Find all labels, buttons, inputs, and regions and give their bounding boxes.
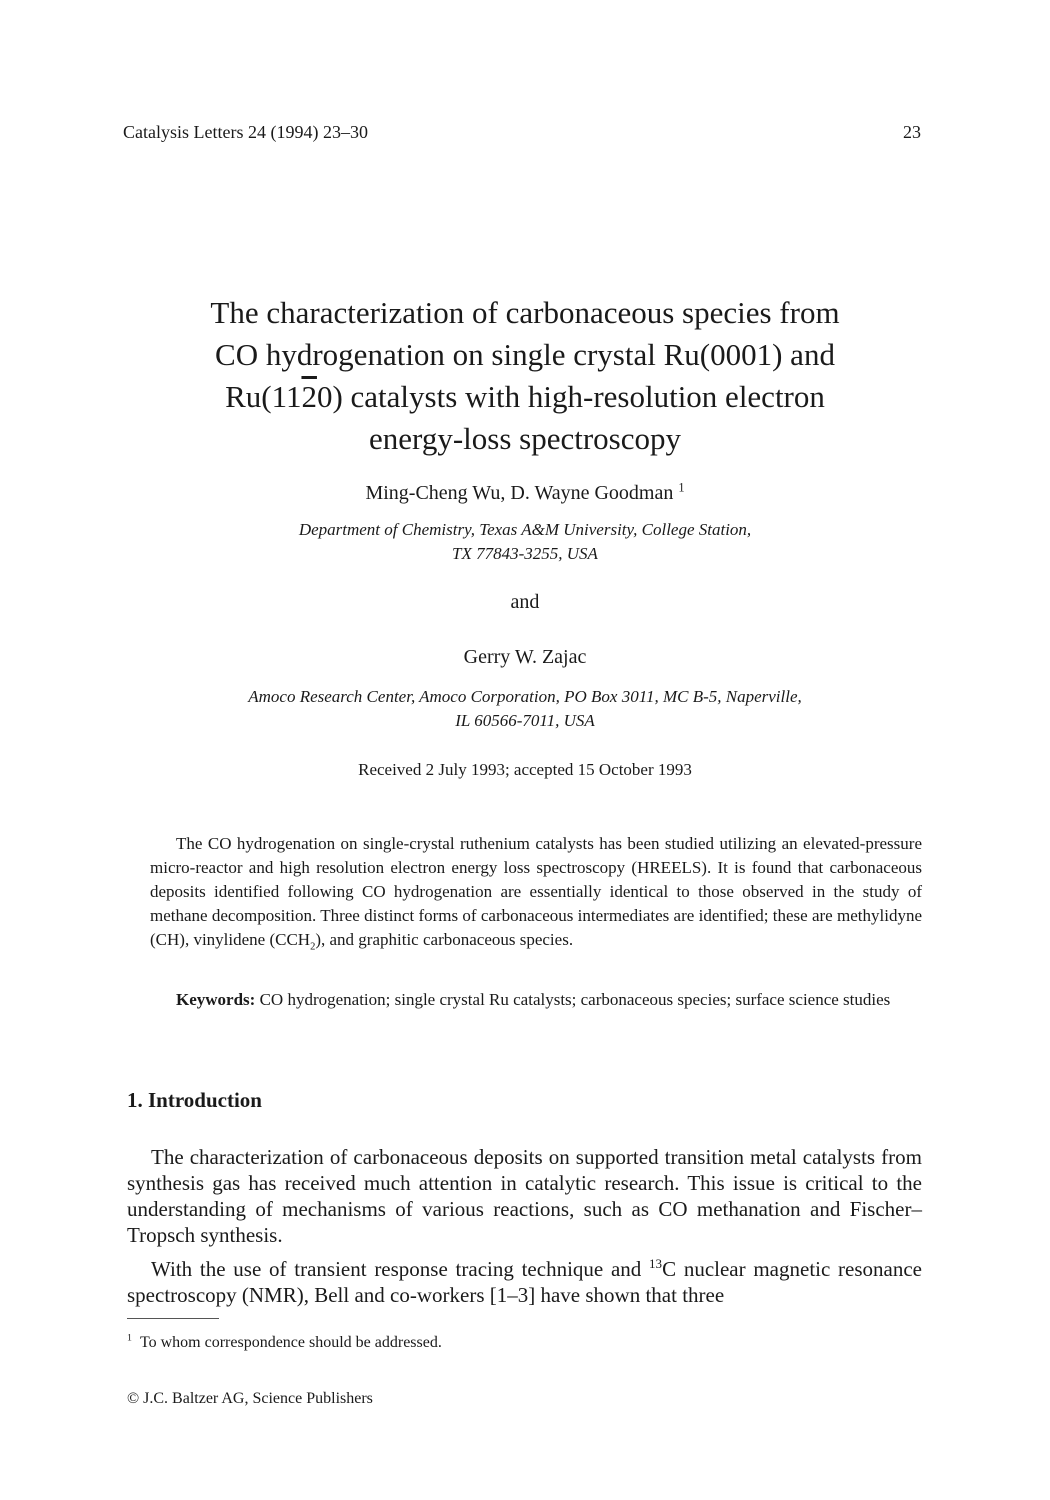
title-line-3 xyxy=(150,376,900,418)
abstract-subscript: 2 xyxy=(310,941,316,953)
keywords-label: Keywords: xyxy=(176,990,256,1009)
intro-paragraph-1: The characterization of carbonaceous deposits on supported transition metal catalysts from synthesis gas has received much attention in catalytic research. This issue is critical to the understanding of mechanisms of various reactions, such as CO methanation and Fischer–Tropsch synthesis. xyxy=(127,1145,922,1247)
title-line-4: energy-loss spectroscopy xyxy=(369,421,681,456)
section-heading: 1. Introduction xyxy=(127,1088,262,1112)
footnote-rule xyxy=(127,1318,219,1319)
intro-paragraph-2-end: C nuclear magnetic resonance spectroscopy (NMR), Bell and co-workers [1–3] have shown that three xyxy=(127,1257,923,1307)
author-names: Ming-Cheng Wu, D. Wayne Goodman xyxy=(365,482,674,504)
authors-second-group: Gerry W. Zajac xyxy=(463,646,587,668)
copyright-notice: © J.C. Baltzer AG, Science Publishers xyxy=(127,1390,373,1407)
affiliation-first xyxy=(0,518,1050,566)
running-header-journal: Catalysis Letters 24 (1994) 23–30 xyxy=(123,122,368,142)
received-dates: Received 2 July 1993; accepted 15 October 1993 xyxy=(358,760,692,779)
affiliation-first-line-1: Department of Chemistry, Texas A&M University, College Station, xyxy=(298,520,752,539)
authors-first-group xyxy=(0,482,1050,505)
abstract xyxy=(150,832,922,952)
isotope-superscript: 13 xyxy=(649,1256,663,1271)
title-line-3-start: Ru(11 xyxy=(225,379,302,414)
affiliation-second-line-1: Amoco Research Center, Amoco Corporation, PO Box 3011, MC B-5, Naperville, xyxy=(248,687,802,706)
affiliation-second-line-2: IL 60566-7011, USA xyxy=(455,711,595,730)
footnote-marker: 1 xyxy=(127,1332,132,1344)
author-footnote-marker: 1 xyxy=(678,480,685,495)
page-number: 23 xyxy=(903,122,921,142)
keywords-text: CO hydrogenation; single crystal Ru catalysts; carbonaceous species; surface science studies xyxy=(259,990,891,1009)
title-overbar-digit: 2 xyxy=(301,379,317,414)
paper-title xyxy=(150,292,900,460)
footnote xyxy=(127,1334,442,1352)
abstract-text-end: ), and graphitic carbonaceous species. xyxy=(315,930,574,949)
abstract-text: The CO hydrogenation on single-crystal ruthenium catalysts has been studied utilizing an elevated-pressure micro-reactor and high resolution electron energy loss spectroscopy (HREELS). It is found that carbonaceous deposits identified following CO hydrogenation are essentially identical to those observed in the study of methane decomposition. Three distinct forms of carbonaceous intermediates are identified; these are methylidyne (CH), vinylidene (CCH xyxy=(150,834,922,949)
intro-paragraph-2-start: With the use of transient response tracing technique and xyxy=(151,1257,642,1281)
title-line-1: The characterization of carbonaceous species from xyxy=(210,295,840,330)
affiliation-second xyxy=(0,685,1050,733)
author-conjunction: and xyxy=(510,591,540,613)
footnote-text: To whom correspondence should be addressed. xyxy=(139,1334,442,1351)
intro-paragraph-2 xyxy=(127,1256,922,1308)
affiliation-first-line-2: TX 77843-3255, USA xyxy=(452,544,598,563)
keywords xyxy=(150,988,922,1011)
title-line-2: CO hydrogenation on single crystal Ru(0001) and xyxy=(215,337,835,372)
title-line-3-end: 0) catalysts with high-resolution electron xyxy=(316,379,825,414)
